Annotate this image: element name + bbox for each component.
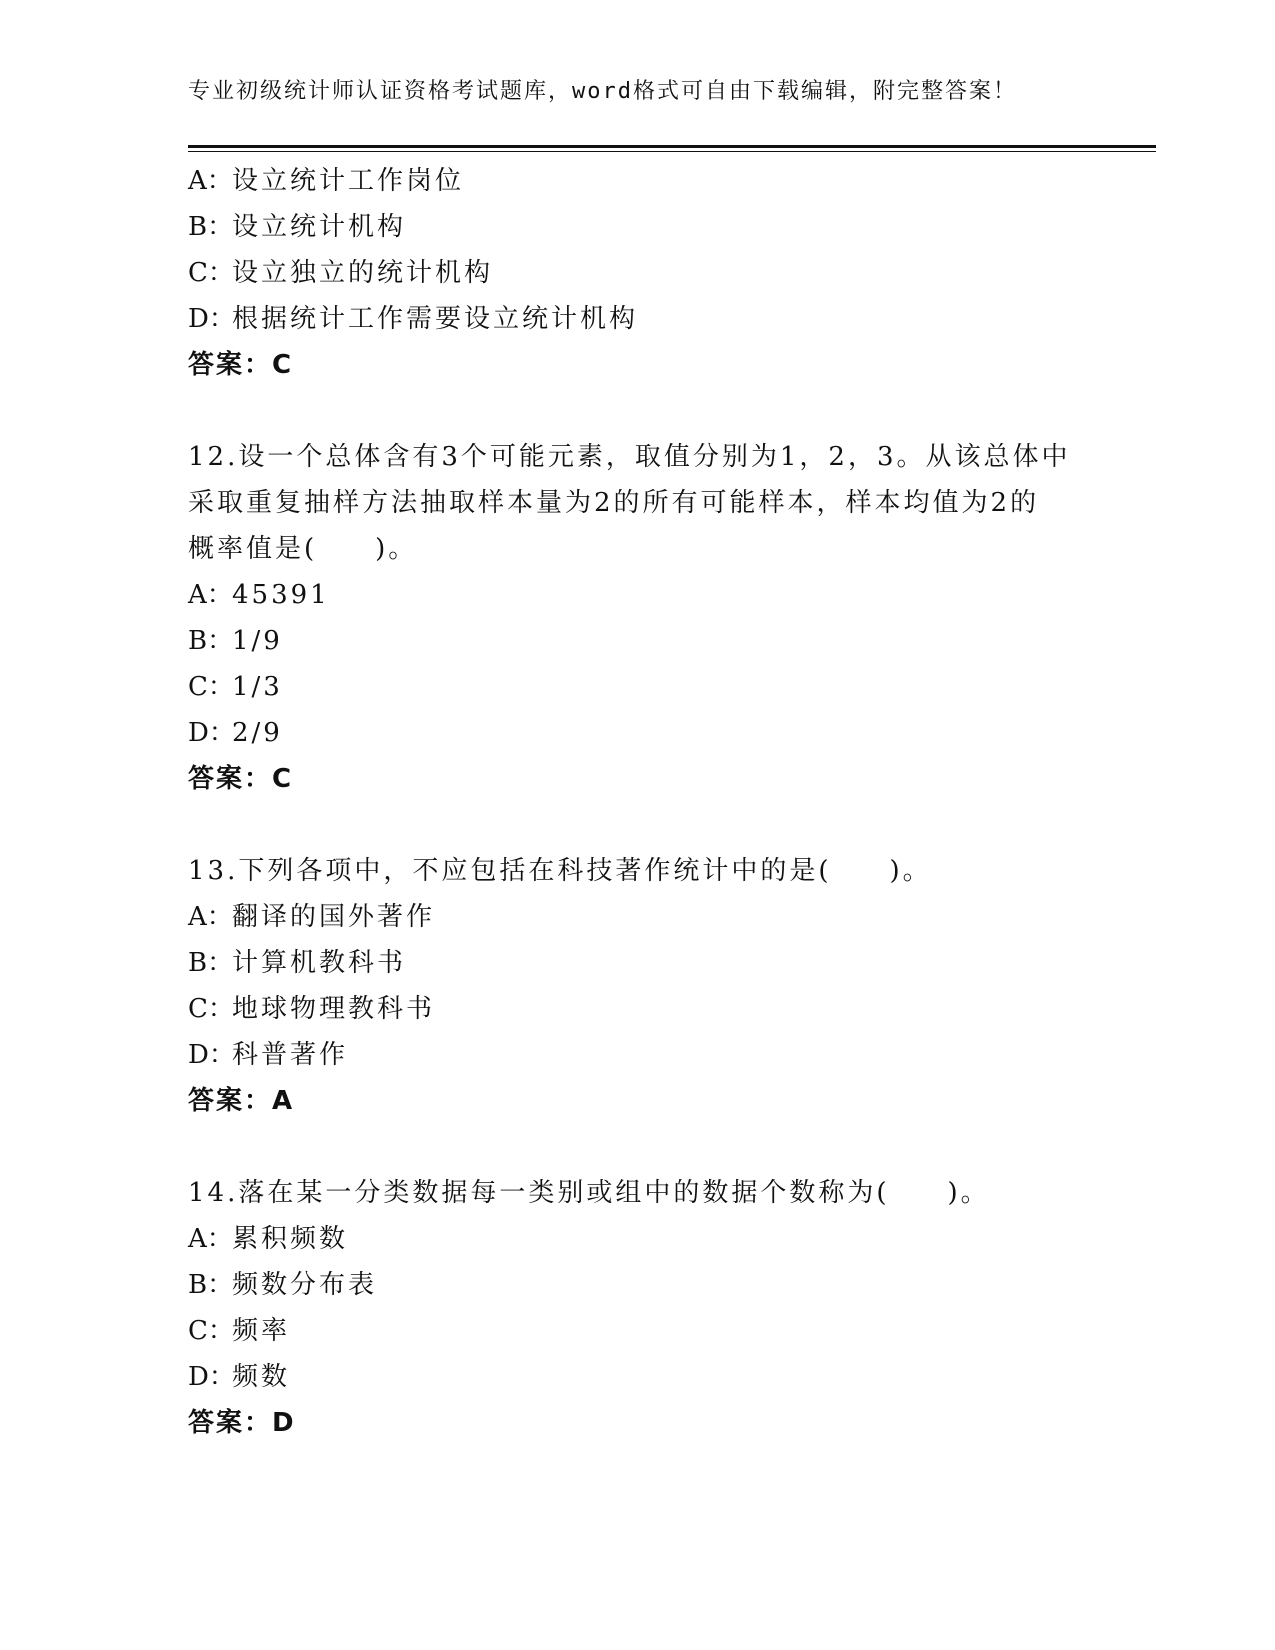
question-14 — [188, 1170, 1088, 1446]
question-text-line: 13.下列各项中，不应包括在科技著作统计中的是( )。 — [188, 856, 932, 886]
header-rule-thin — [188, 151, 1156, 152]
answer: 答案：C — [188, 764, 294, 794]
answer: 答案：A — [188, 1086, 295, 1116]
spacer — [188, 1124, 1088, 1170]
spacer — [188, 388, 1088, 434]
option-a: A：设立统计工作岗位 — [188, 166, 465, 196]
option-a: A：45391 — [188, 580, 330, 610]
option-d: D：根据统计工作需要设立统计机构 — [188, 304, 639, 334]
option-c: C：设立独立的统计机构 — [188, 258, 494, 288]
answer: 答案：D — [188, 1408, 296, 1438]
option-c: C：频率 — [188, 1316, 291, 1346]
option-d: D：2/9 — [188, 718, 283, 748]
question-text-line: 14.落在某一分类数据每一类别或组中的数据个数称为( )。 — [188, 1178, 990, 1208]
header-rule-thick — [188, 145, 1156, 148]
option-c: C：地球物理教科书 — [188, 994, 436, 1024]
option-a: A：累积频数 — [188, 1224, 349, 1254]
option-a: A：翻译的国外著作 — [188, 902, 436, 932]
question-text-line: 概率值是( )。 — [188, 534, 418, 564]
question-text-line: 12.设一个总体含有3个可能元素，取值分别为1，2，3。从该总体中 — [188, 442, 1071, 472]
option-b: B：计算机教科书 — [188, 948, 407, 978]
question-list — [188, 158, 1088, 1446]
option-d: D：频数 — [188, 1362, 291, 1392]
option-b: B：1/9 — [188, 626, 283, 656]
option-d: D：科普著作 — [188, 1040, 349, 1070]
question-text-line: 采取重复抽样方法抽取样本量为2的所有可能样本，样本均值为2的 — [188, 488, 1040, 518]
answer: 答案：C — [188, 350, 294, 380]
option-b: B：设立统计机构 — [188, 212, 407, 242]
option-c: C：1/3 — [188, 672, 283, 702]
spacer — [188, 802, 1088, 848]
option-b: B：频数分布表 — [188, 1270, 378, 1300]
question-13 — [188, 848, 1088, 1124]
question-11 — [188, 158, 1088, 388]
question-12 — [188, 434, 1088, 802]
page-header: 专业初级统计师认证资格考试题库，word格式可自由下载编辑，附完整答案！ — [188, 79, 1017, 104]
